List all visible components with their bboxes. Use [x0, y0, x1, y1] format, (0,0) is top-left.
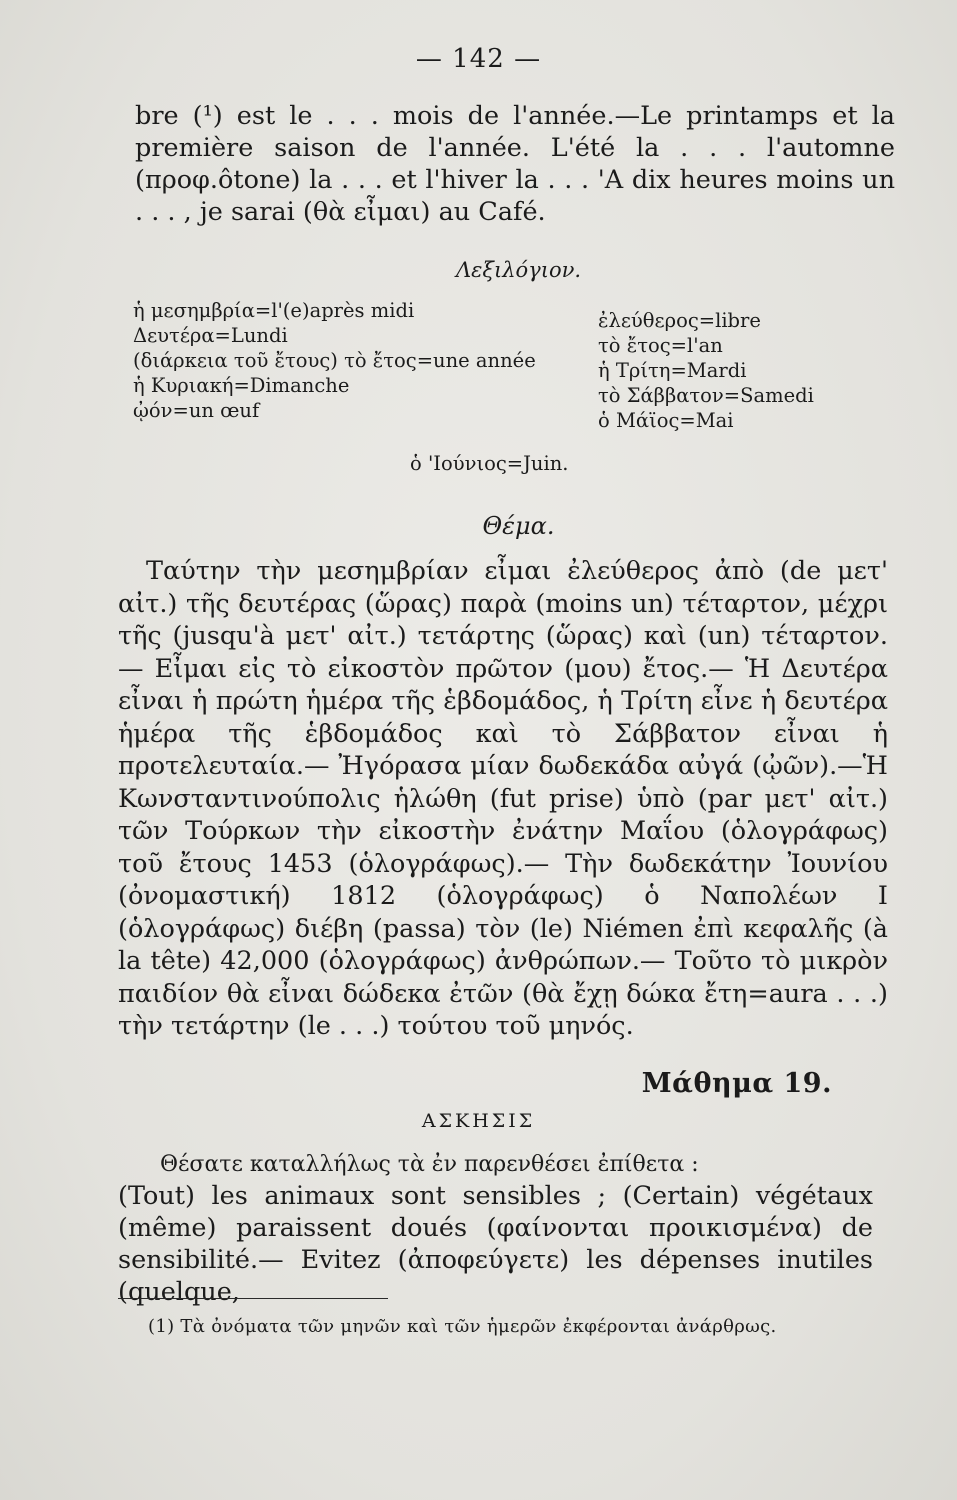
lesson-title: Μάθημα 19. [641, 1068, 832, 1099]
footnote: (1) Τὰ ὀνόματα τῶν μηνῶν καὶ τῶν ἡμερῶν ἐκφέρονται ἀνάρθρως. [148, 1316, 777, 1337]
page-number: — 142 — [415, 44, 542, 74]
vocab-entry: ἡ μεσημβρία=l'(e)après midi [133, 299, 415, 322]
vocab-entry: τὸ ἔτος=l'an [598, 334, 723, 357]
vocab-entry: ἡ Κυριακή=Dimanche [133, 374, 350, 397]
footnote-divider [118, 1298, 388, 1299]
vocab-entry: τὸ Σάββατον=Samedi [598, 384, 814, 407]
vocabulary-right-column [598, 308, 814, 433]
exercise-instruction: Θέσατε καταλλήλως τὰ ἐν παρενθέσει ἐπίθετα : [160, 1152, 699, 1177]
vocab-entry: (διάρκεια τοῦ ἔτους) τὸ ἔτος=une année [133, 349, 536, 372]
vocabulary-left-column [133, 298, 536, 423]
vocab-entry: ᾠόν=un œuf [133, 399, 260, 422]
exercise-paragraph: (Tout) les animaux sont sensibles ; (Certain) végétaux (même) paraissent doués (φαίνονται προικισμένα) de sensibilité.— Evitez (ἀποφεύγετε) les dépenses inutiles (quelque, [118, 1181, 873, 1307]
vocabulary-title: Λεξιλόγιον. [455, 258, 582, 282]
theme-title: Θέμα. [482, 512, 555, 540]
vocab-entry: ἡ Τρίτη=Mardi [598, 359, 747, 382]
vocab-entry: Δευτέρα=Lundi [133, 324, 288, 347]
theme-paragraph: Ταύτην τὴν μεσημβρίαν εἶμαι ἐλεύθερος ἀπὸ (de μετ' αἰτ.) τῆς δευτέρας (ὥρας) παρὰ (moins un) τέταρτον, μέχρι τῆς (jusqu'à μετ' αἰτ.) τετάρτης (ὥρας) καὶ (un) τέταρτον.— Εἶμαι εἰς τὸ εἰκοστὸν πρῶτον (μου) ἔτος.— Ἡ Δευτέρα εἶναι ἡ πρώτη ἡμέρα τῆς ἑβδομάδος, ἡ Τρίτη εἶνε ἡ δευτέρα ἡμέρα τῆς ἑβδομάδος καὶ τὸ Σάββατον εἶναι ἡ προτελευταία.— Ἠγόρασα μίαν δωδεκάδα αὐγά (ᾠῶν).—Ἡ Κωνσταντινούπολις ἡλώθη (fut prise) ὑπὸ (par μετ' αἰτ.) τῶν Τούρκων τὴν εἰκοστὴν ἐνάτην Μαΐου (ὁλογράφως) τοῦ ἔτους 1453 (ὁλογράφως).— Τὴν δωδεκάτην Ἰουνίου (ὀνομαστική) 1812 (ὁλογράφως) ὁ Ναπολέων I (ὁλογράφως) διέβη (passa) τὸν (le) Niémen ἐπὶ κεφαλῆς (à la tête) 42,000 (ὁλογράφως) ἀνθρώπων.— Τοῦτο τὸ μικρὸν παιδίον θὰ εἶναι δώδεκα ἐτῶν (θὰ ἔχῃ δώκα ἔτη=aura . . .) τὴν τετάρτην (le . . .) τούτου τοῦ μηνός. [118, 556, 888, 1041]
exercise-title: ΑΣΚΗΣΙΣ [421, 1110, 536, 1132]
vocab-entry: ἐλεύθερος=libre [598, 309, 761, 332]
vocab-entry: ὁ Μάϊος=Mai [598, 409, 734, 432]
vocab-entry-center: ὁ 'Ιούνιος=Juin. [410, 452, 569, 475]
intro-paragraph: bre (¹) est le . . . mois de l'année.—Le printamps et la première saison de l'année. L'été la . . . l'automne (προφ.ôtone) la . . . et l'hiver la . . . 'A dix heures moins un . . . , je sarai (θὰ εἶμαι) au Café. [135, 101, 895, 227]
